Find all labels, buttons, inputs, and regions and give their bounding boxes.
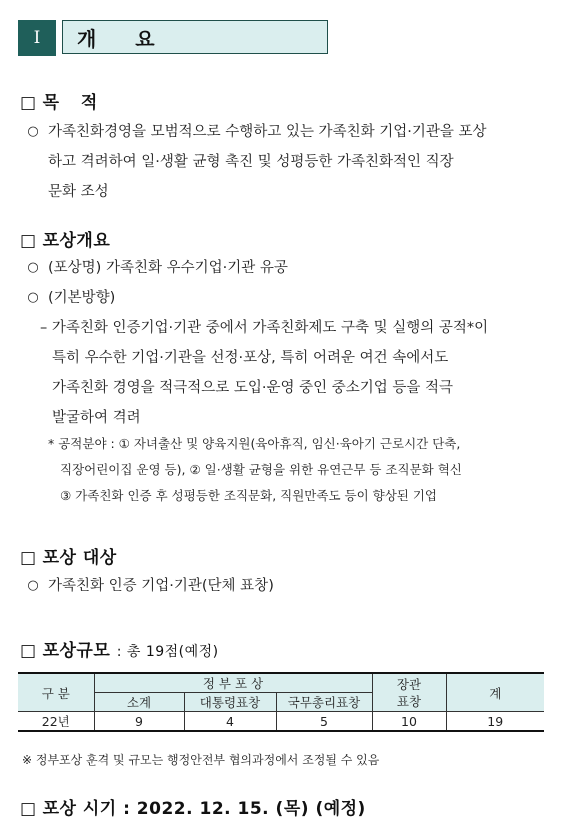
section-title: 포상 대상 xyxy=(42,548,117,568)
cell-subtotal: 9 xyxy=(94,712,184,732)
award-scale-table xyxy=(18,672,544,732)
section-timing-heading xyxy=(20,794,366,819)
overview-detail-line: – 가족친화 인증기업·기관 중에서 가족친화제도 구축 및 실행의 공적*이 xyxy=(40,320,489,336)
checkbox-square-icon: □ xyxy=(20,799,37,819)
purpose-line: 가족친화경영을 모범적으로 수행하고 있는 가족친화 기업·기관을 포상 xyxy=(48,124,487,140)
checkbox-square-icon: □ xyxy=(20,548,37,568)
section-title: 포상규모 xyxy=(42,641,111,661)
table-header-pm: 국무총리표창 xyxy=(276,693,372,712)
table-header-subtotal: 소계 xyxy=(94,693,184,712)
checkbox-square-icon: □ xyxy=(20,641,37,661)
cell-total: 19 xyxy=(446,712,544,732)
circle-bullet-icon: ○ xyxy=(27,290,39,305)
table-header-total: 계 xyxy=(446,673,544,712)
cell-president: 4 xyxy=(184,712,276,732)
table-header-president: 대통령표창 xyxy=(184,693,276,712)
target-item: 가족친화 인증 기업·기관(단체 표창) xyxy=(48,578,274,594)
table-header-minister xyxy=(372,673,446,712)
minister-line1: 장관 xyxy=(396,676,422,692)
scale-footnote: ※ 정부포상 훈격 및 규모는 행정안전부 협의과정에서 조정될 수 있음 xyxy=(22,753,380,767)
section-scale-heading xyxy=(20,636,219,661)
merit-note-line: 직장어린이집 운영 등), ② 일·생활 균형을 위한 유연근무 등 조직문화 혁신 xyxy=(60,462,462,477)
table-row xyxy=(18,712,544,732)
table-header-category: 구 분 xyxy=(18,673,94,712)
section-target-heading xyxy=(20,543,117,568)
circle-bullet-icon: ○ xyxy=(27,260,39,275)
overview-detail-line: 가족친화 경영을 적극적으로 도입·운영 중인 중소기업 등을 적극 xyxy=(52,380,454,396)
section-purpose-heading xyxy=(20,88,105,113)
overview-award-name: (포상명) 가족친화 우수기업·기관 유공 xyxy=(48,260,288,276)
merit-note-line: ③ 가족친화 인증 후 성평등한 조직문화, 직원만족도 등이 향상된 기업 xyxy=(60,488,437,503)
checkbox-square-icon: □ xyxy=(20,93,37,113)
chapter-title: 개 요 xyxy=(62,20,328,54)
cell-minister: 10 xyxy=(372,712,446,732)
section-title: 포상개요 xyxy=(42,231,111,251)
purpose-line: 하고 격려하여 일·생활 균형 촉진 및 성평등한 가족친화적인 직장 xyxy=(48,154,454,170)
table-header-gov-award: 정 부 포 상 xyxy=(94,673,372,693)
checkbox-square-icon: □ xyxy=(20,231,37,251)
cell-pm: 5 xyxy=(276,712,372,732)
circle-bullet-icon: ○ xyxy=(27,578,39,593)
overview-basic-direction: (기본방향) xyxy=(48,290,116,306)
chapter-number: I xyxy=(18,20,56,56)
merit-note-line: * 공적분야 : ① 자녀출산 및 양육지원(육아휴직, 임신·육아기 근로시간 단축, xyxy=(48,436,461,451)
cell-year: 22년 xyxy=(18,712,94,732)
purpose-line: 문화 조성 xyxy=(48,184,109,200)
section-title: 포상 시기 : 2022. 12. 15. (목) (예정) xyxy=(42,799,366,819)
circle-bullet-icon: ○ xyxy=(27,124,39,139)
section-title: 목 적 xyxy=(42,93,106,113)
minister-line2: 표창 xyxy=(396,693,422,709)
section-overview-heading xyxy=(20,226,110,251)
overview-detail-line: 특히 우수한 기업·기관을 선정·포상, 특히 어려운 여건 속에서도 xyxy=(52,350,449,366)
overview-detail-line: 발굴하여 격려 xyxy=(52,410,141,426)
section-subtitle: : 총 19점(예정) xyxy=(116,644,219,660)
